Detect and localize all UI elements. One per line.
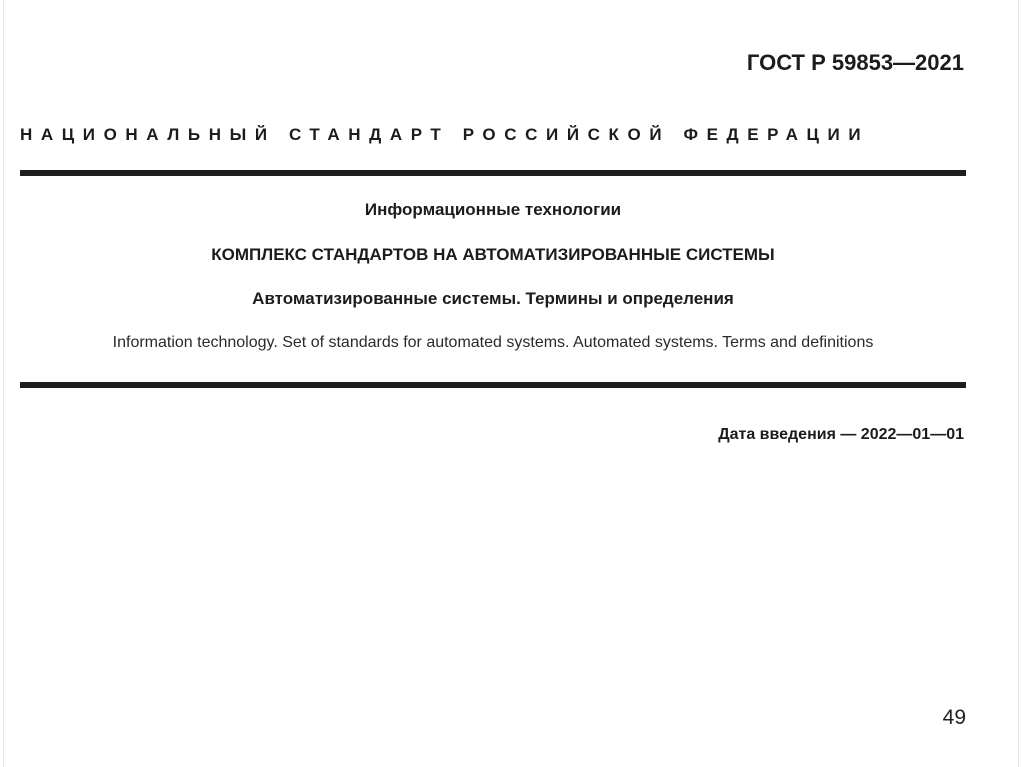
title-russian: Автоматизированные системы. Термины и определения	[252, 289, 734, 308]
document-code: ГОСТ Р 59853—2021	[746, 50, 964, 75]
title-english: Information technology. Set of standards for automated systems. Automated systems. Terms and definitions	[112, 334, 874, 351]
bottom-divider	[20, 382, 966, 388]
page-number: 49	[942, 706, 966, 729]
national-standard-heading: НАЦИОНАЛЬНЫЙ СТАНДАРТ РОССИЙСКОЙ ФЕДЕРАЦИИ	[20, 125, 870, 144]
introduction-date: Дата введения — 2022—01—01	[718, 426, 964, 443]
top-divider	[20, 170, 966, 176]
left-edge-line	[3, 0, 4, 767]
right-edge-line	[1018, 0, 1019, 767]
standards-complex-line: КОМПЛЕКС СТАНДАРТОВ НА АВТОМАТИЗИРОВАННЫЕ СИСТЕМЫ	[211, 245, 775, 264]
subject-line: Информационные технологии	[364, 200, 622, 219]
